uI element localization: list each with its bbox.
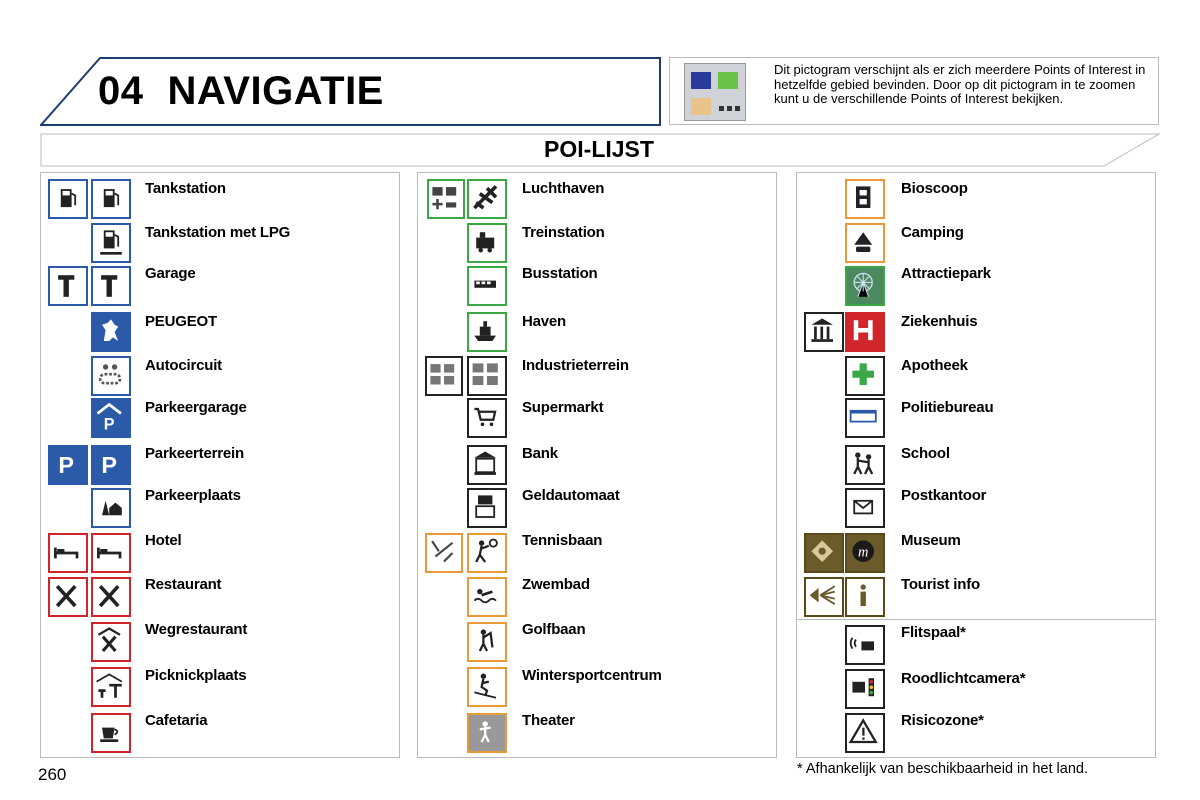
list-item xyxy=(797,309,1155,353)
list-item xyxy=(418,395,776,439)
list-item xyxy=(418,441,776,485)
poi-label: Apotheek xyxy=(901,357,968,374)
road-restaurant-icon xyxy=(91,622,131,662)
list-item xyxy=(418,309,776,353)
list-item xyxy=(797,484,1155,528)
chapter-header xyxy=(40,57,660,125)
chapter-number: 04 xyxy=(98,69,144,113)
poi-label: Restaurant xyxy=(145,576,222,593)
school-children-icon xyxy=(845,445,885,485)
list-item xyxy=(41,441,399,485)
hospital-h-icon xyxy=(845,312,885,352)
poi-label: Museum xyxy=(901,532,961,549)
airplane-icon xyxy=(467,179,507,219)
list-item xyxy=(41,262,399,306)
poi-label: Postkantoor xyxy=(901,487,987,504)
poi-label: Tennisbaan xyxy=(522,532,603,549)
poi-label: Flitspaal* xyxy=(901,624,966,641)
list-item xyxy=(41,220,399,264)
list-item xyxy=(797,220,1155,264)
poi-label: Cafetaria xyxy=(145,712,208,729)
poi-label: Geldautomaat xyxy=(522,487,620,504)
poi-label: Tourist info xyxy=(901,576,980,593)
list-item xyxy=(418,175,776,219)
risk-zone-icon xyxy=(845,713,885,753)
poi-label: Tankstation met LPG xyxy=(145,224,291,241)
list-item xyxy=(418,353,776,397)
poi-label: Tankstation xyxy=(145,180,226,197)
bank-icon xyxy=(467,445,507,485)
sunrise-icon xyxy=(804,577,844,617)
list-item xyxy=(41,309,399,353)
list-item xyxy=(41,484,399,528)
list-item xyxy=(418,573,776,617)
poi-label: Parkeergarage xyxy=(145,399,247,416)
museum-icon xyxy=(845,533,885,573)
poi-label: Supermarkt xyxy=(522,399,604,416)
poi-column-3 xyxy=(796,172,1156,758)
industry-icon xyxy=(425,356,463,396)
garage-tool-icon xyxy=(91,266,131,306)
info-box xyxy=(669,57,1159,125)
garage-tool-icon xyxy=(48,266,88,306)
list-item xyxy=(41,663,399,707)
hospital-building-icon xyxy=(804,312,844,352)
list-item xyxy=(797,665,1155,709)
envelope-icon xyxy=(845,488,885,528)
list-item xyxy=(797,353,1155,397)
police-icon xyxy=(845,398,885,438)
page-number: 260 xyxy=(38,765,67,784)
industry-icon xyxy=(467,356,507,396)
bus-icon xyxy=(467,266,507,306)
poi-label: Bioscoop xyxy=(901,180,968,197)
divider xyxy=(797,619,1155,620)
list-item xyxy=(41,709,399,753)
list-item xyxy=(418,529,776,573)
poi-label: Hotel xyxy=(145,532,182,549)
list-item xyxy=(41,573,399,617)
poi-label: Autocircuit xyxy=(145,357,222,374)
parking-p-icon xyxy=(48,445,88,485)
transport-group-icon xyxy=(427,179,465,219)
chapter-title: NAVIGATIE xyxy=(167,69,384,113)
poi-label: Luchthaven xyxy=(522,180,605,197)
info-text: Dit pictogram verschijnt als er zich meerdere Points of Interest in hetzelfde gebied bevinden. Door op dit pictogram in te zoomen kunt u de verschillende Points of Interest bekijken. xyxy=(774,62,1146,106)
info-i-icon xyxy=(845,577,885,617)
list-item xyxy=(797,529,1155,573)
list-item xyxy=(41,618,399,662)
poi-label: Garage xyxy=(145,265,196,282)
list-item xyxy=(418,663,776,707)
fuel-pump-icon xyxy=(48,179,88,219)
skier-icon xyxy=(467,667,507,707)
rest-area-icon xyxy=(91,488,131,528)
sport-group-icon xyxy=(425,533,463,573)
poi-label: Picknickplaats xyxy=(145,667,247,684)
list-item xyxy=(797,395,1155,439)
list-item xyxy=(418,220,776,264)
poi-label: Wegrestaurant xyxy=(145,621,248,638)
list-item xyxy=(418,484,776,528)
film-icon xyxy=(845,179,885,219)
poi-label: Industrieterrein xyxy=(522,357,629,374)
list-item xyxy=(797,709,1155,753)
coffee-cup-icon xyxy=(91,713,131,753)
list-item xyxy=(797,573,1155,617)
tennis-icon xyxy=(467,533,507,573)
ferris-wheel-icon xyxy=(845,266,885,306)
svg-text:P: P xyxy=(58,452,75,479)
page-title xyxy=(98,69,408,114)
speed-camera-icon xyxy=(845,625,885,665)
fuel-pump-icon xyxy=(91,179,131,219)
list-item xyxy=(797,441,1155,485)
footnote: * Afhankelijk van beschikbaarheid in het land. xyxy=(797,761,1088,777)
poi-label: Camping xyxy=(901,224,964,241)
list-item xyxy=(418,709,776,753)
list-item xyxy=(41,529,399,573)
monument-icon xyxy=(804,533,844,573)
list-item xyxy=(797,175,1155,219)
poi-label: Ziekenhuis xyxy=(901,313,978,330)
poi-label: Golfbaan xyxy=(522,621,586,638)
red-light-camera-icon xyxy=(845,669,885,709)
multi-poi-icon xyxy=(684,63,746,121)
golfer-icon xyxy=(467,622,507,662)
poi-label: Wintersportcentrum xyxy=(522,667,662,684)
theater-icon xyxy=(467,713,507,753)
poi-column-2 xyxy=(417,172,777,758)
list-item xyxy=(41,395,399,439)
pharmacy-cross-icon xyxy=(845,356,885,396)
poi-label: Theater xyxy=(522,712,575,729)
poi-label: Attractiepark xyxy=(901,265,991,282)
camping-icon xyxy=(845,223,885,263)
swimmer-icon xyxy=(467,577,507,617)
poi-label: Zwembad xyxy=(522,576,590,593)
parking-garage-icon xyxy=(91,398,131,438)
poi-label: School xyxy=(901,445,950,462)
atm-icon xyxy=(467,488,507,528)
train-icon xyxy=(467,223,507,263)
parking-p-icon xyxy=(91,445,131,485)
poi-label: Bank xyxy=(522,445,558,462)
poi-label: Haven xyxy=(522,313,567,330)
svg-text:P: P xyxy=(103,415,115,434)
hotel-bed-icon xyxy=(48,533,88,573)
poi-label: Politiebureau xyxy=(901,399,994,416)
poi-label: Risicozone* xyxy=(901,712,984,729)
fork-knife-icon xyxy=(48,577,88,617)
lpg-pump-icon xyxy=(91,223,131,263)
poi-label: Roodlichtcamera* xyxy=(901,670,1026,687)
list-item xyxy=(41,175,399,219)
list-item xyxy=(797,262,1155,306)
poi-label: PEUGEOT xyxy=(145,313,217,330)
list-item xyxy=(41,353,399,397)
list-item xyxy=(418,262,776,306)
shopping-cart-icon xyxy=(467,398,507,438)
hotel-bed-icon xyxy=(91,533,131,573)
svg-text:P: P xyxy=(101,452,118,479)
poi-label: Parkeerterrein xyxy=(145,445,244,462)
fork-knife-icon xyxy=(91,577,131,617)
list-item xyxy=(797,621,1155,665)
poi-column-1 xyxy=(40,172,400,758)
poi-label: Treinstation xyxy=(522,224,605,241)
picnic-table-icon xyxy=(91,667,131,707)
poi-label: Parkeerplaats xyxy=(145,487,241,504)
poi-label: Busstation xyxy=(522,265,598,282)
list-item xyxy=(418,618,776,662)
peugeot-lion-icon xyxy=(91,312,131,352)
svg-text:m: m xyxy=(857,544,869,561)
section-header xyxy=(40,133,1160,167)
race-circuit-icon xyxy=(91,356,131,396)
section-title: POI-LIJST xyxy=(544,136,654,162)
ship-icon xyxy=(467,312,507,352)
